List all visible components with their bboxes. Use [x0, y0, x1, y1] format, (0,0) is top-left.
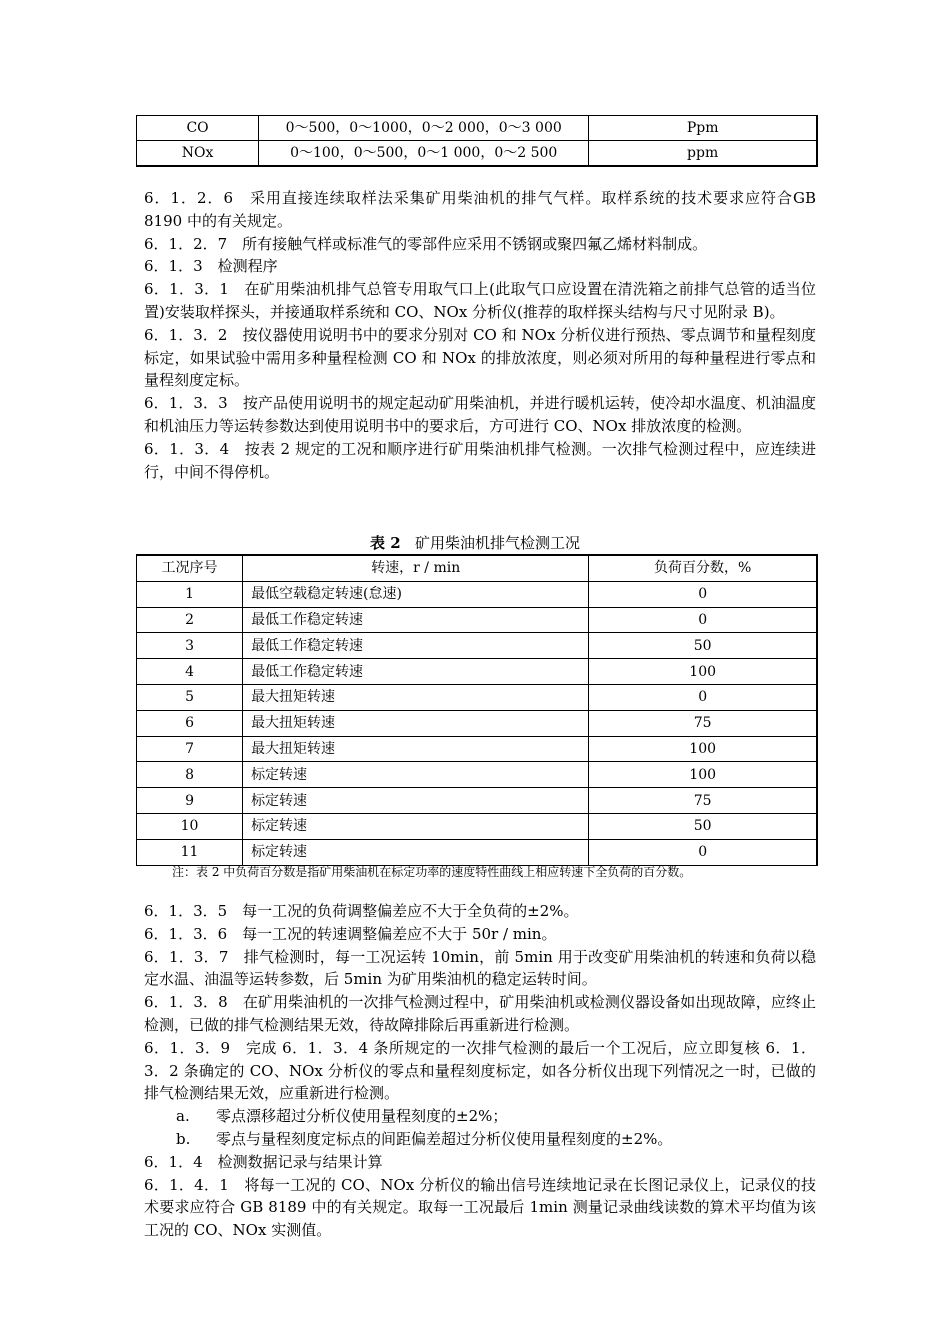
condition-number-cell: 6: [137, 710, 243, 736]
condition-number-cell: 2: [137, 607, 243, 633]
paragraph: 6．1．2．6 采用直接连续取样法采集矿用柴油机的排气气样。取样系统的技术要求应符合GB 8190 中的有关规定。: [144, 189, 816, 230]
load-percent-cell: 100: [589, 762, 817, 788]
table-row: [137, 141, 818, 167]
paragraph: 6．1．3．2 按仪器使用说明书中的要求分别对 CO 和 NOx 分析仪进行预热、零点调节和量程刻度标定，如果试验中需用多种量程检测 CO 和 NOx 的排放浓度，则必须对所用的每种量程进行零点和量程刻度定标。: [144, 325, 816, 390]
table-caption: [0, 532, 950, 554]
range-cell: 0～100，0～500，0～1 000，0～2 500: [259, 141, 589, 167]
speed-cell: 标定转速: [243, 762, 589, 788]
load-percent-cell: 100: [589, 659, 817, 685]
speed-cell: 最大扭矩转速: [243, 684, 589, 710]
list-item-label: a.: [176, 1107, 190, 1126]
condition-number-cell: 9: [137, 788, 243, 814]
table-row: [137, 684, 818, 710]
table-row: [137, 762, 818, 788]
paragraph: 6．1．3．8 在矿用柴油机的一次排气检测过程中，矿用柴油机或检测仪器设备如出现故障，应终止检测，已做的排气检测结果无效，待故障排除后再重新进行检测。: [144, 993, 816, 1034]
unit-cell: ppm: [589, 141, 817, 167]
condition-number-cell: 3: [137, 633, 243, 659]
load-percent-cell: 0: [589, 839, 817, 865]
table-header-row: [137, 555, 818, 581]
list-item-text: 零点与量程刻度定标点的间距偏差超过分析仪使用量程刻度的±2%。: [216, 1129, 673, 1148]
load-percent-cell: 100: [589, 736, 817, 762]
paragraph: 6．1．3．1 在矿用柴油机排气总管专用取气口上(此取气口应设置在清洗箱之前排气总管的适当位置)安装取样探头，并接通取样系统和 CO、NOx 分析仪(推荐的取样探头结构与尺寸见附录 B)。: [144, 280, 816, 321]
gas-cell: NOx: [137, 141, 259, 167]
table-row: [137, 633, 818, 659]
condition-number-cell: 8: [137, 762, 243, 788]
body-text-top: [144, 187, 816, 483]
paragraph: 6．1．3．4 按表 2 规定的工况和顺序进行矿用柴油机排气检测。一次排气检测过程中，应连续进行，中间不得停机。: [144, 439, 816, 481]
condition-number-cell: 10: [137, 813, 243, 839]
load-percent-cell: 75: [589, 788, 817, 814]
paragraph: 6．1．3．9 完成 6．1．3．4 条所规定的一次排气检测的最后一个工况后，应立即复核 6．1．3．2 条确定的 CO、NOx 分析仪的零点和量程刻度标定，如各分析仪出现下列情况之一时，已做的排气检测结果无效，应重新进行检测。: [144, 1038, 816, 1103]
list-item: [144, 1128, 816, 1151]
table-row: [137, 659, 818, 685]
speed-cell: 最低工作稳定转速: [243, 607, 589, 633]
table-row: [137, 581, 818, 607]
condition-number-cell: 1: [137, 581, 243, 607]
paragraph: 6．1．3．5 每一工况的负荷调整偏差应不大于全负荷的±2%。: [144, 902, 579, 920]
list-item-text: 零点漂移超过分析仪使用量程刻度的±2%；: [216, 1107, 508, 1126]
speed-cell: 最低工作稳定转速: [243, 633, 589, 659]
list-item: [144, 1105, 816, 1128]
table-note: 注：表 2 中负荷百分数是指矿用柴油机在标定功率的速度特性曲线上相应转速下全负荷的百分数。: [172, 865, 692, 879]
paragraph: 6．1．3．7 排气检测时，每一工况运转 10min，前 5min 用于改变矿用柴油机的转速和负荷以稳定水温、油温等运转参数，后 5min 为矿用柴油机的稳定运转时间。: [144, 947, 816, 989]
condition-number-cell: 7: [137, 736, 243, 762]
speed-cell: 标定转速: [243, 788, 589, 814]
load-percent-cell: 0: [589, 684, 817, 710]
table-row: [137, 607, 818, 633]
body-text-bottom: [144, 900, 816, 1242]
table-row: [137, 116, 818, 141]
section-heading: 6．1．4 检测数据记录与结果计算: [144, 1152, 383, 1171]
condition-number-cell: 5: [137, 684, 243, 710]
speed-cell: 最低空载稳定转速(怠速): [243, 581, 589, 607]
column-header: 负荷百分数，%: [589, 555, 817, 581]
speed-cell: 最大扭矩转速: [243, 736, 589, 762]
table-caption-number: 表 2: [370, 534, 401, 552]
range-cell: 0～500，0～1000，0～2 000，0～3 000: [259, 116, 589, 141]
gas-cell: CO: [137, 116, 259, 141]
load-percent-cell: 75: [589, 710, 817, 736]
load-percent-cell: 50: [589, 633, 817, 659]
list-item-label: b.: [176, 1129, 191, 1148]
table-row: [137, 710, 818, 736]
speed-cell: 标定转速: [243, 839, 589, 865]
test-conditions-table: [136, 554, 818, 866]
section-heading: 6．1．3 检测程序: [144, 257, 278, 276]
load-percent-cell: 0: [589, 607, 817, 633]
table-body: [137, 581, 818, 865]
paragraph: 6．1．4．1 将每一工况的 CO、NOx 分析仪的输出信号连续地记录在长图记录仪上，记录仪的技术要求应符合 GB 8189 中的有关规定。取每一工况最后 1min 测量记录曲线读数的算术平均值为该工况的 CO、NOx 实测值。: [144, 1175, 816, 1240]
speed-cell: 最低工作稳定转速: [243, 659, 589, 685]
paragraph: 6．1．2．7 所有接触气样或标准气的零部件应采用不锈钢或聚四氟乙烯材料制成。: [144, 234, 708, 253]
load-percent-cell: 50: [589, 813, 817, 839]
paragraph: 6．1．3．3 按产品使用说明书的规定起动矿用柴油机，并进行暖机运转，使冷却水温度、机油温度和机油压力等运转参数达到使用说明书中的要求后，方可进行 CO、NOx 排放浓度的检测。: [144, 394, 816, 435]
speed-cell: 最大扭矩转速: [243, 710, 589, 736]
table-row: [137, 813, 818, 839]
condition-number-cell: 4: [137, 659, 243, 685]
unit-cell: Ppm: [589, 116, 817, 141]
column-header: 工况序号: [137, 555, 243, 581]
column-header: 转速，r / min: [243, 555, 589, 581]
speed-cell: 标定转速: [243, 813, 589, 839]
load-percent-cell: 0: [589, 581, 817, 607]
table-row: [137, 788, 818, 814]
paragraph: 6．1．3．6 每一工况的转速调整偏差应不大于 50r / min。: [144, 924, 557, 943]
condition-number-cell: 11: [137, 839, 243, 865]
table-row: [137, 736, 818, 762]
measurement-range-table: [136, 115, 818, 167]
table-caption-title: 矿用柴油机排气检测工况: [414, 534, 580, 552]
